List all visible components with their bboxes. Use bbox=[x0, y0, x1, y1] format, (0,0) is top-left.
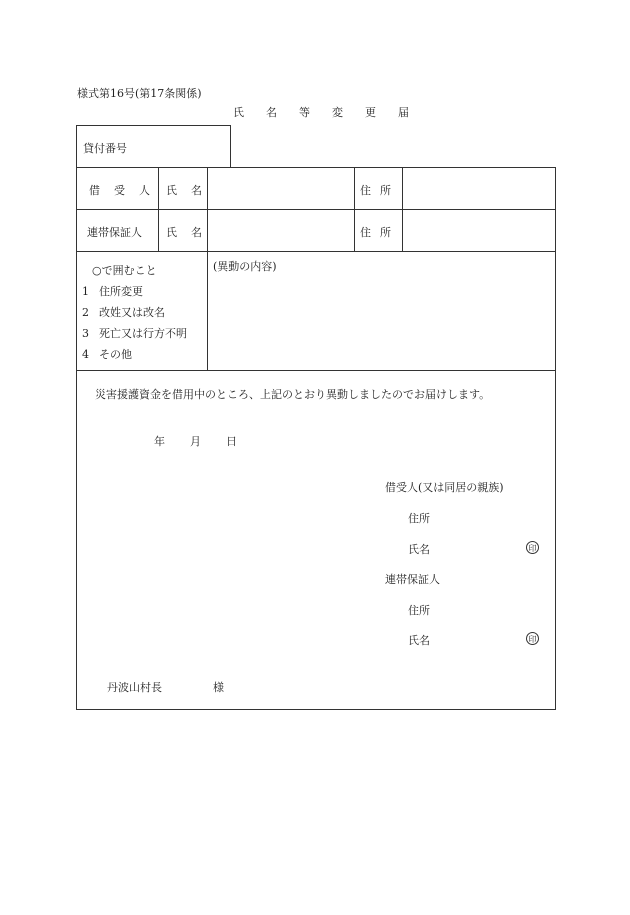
signer-guarantor-address-label: 住所 bbox=[408, 604, 430, 617]
circle-instruction: ○で囲むこと bbox=[92, 264, 157, 277]
option-number: 1 bbox=[82, 285, 89, 298]
guarantor-address-label: 住所 bbox=[360, 226, 400, 239]
change-details-label: (異動の内容) bbox=[213, 260, 277, 273]
signer-borrower-name-label: 氏名 bbox=[408, 543, 430, 556]
seal-icon: 印 bbox=[526, 632, 539, 645]
declaration-text: 災害援護資金を借用中のところ、上記のとおり異動しましたのでお届けします。 bbox=[95, 388, 491, 401]
option-label: その他 bbox=[99, 348, 132, 361]
signer-guarantor-label: 連帯保証人 bbox=[385, 573, 440, 586]
change-details-field[interactable] bbox=[210, 275, 553, 367]
guarantor-name-label: 氏名 bbox=[166, 226, 216, 239]
option-label: 死亡又は行方不明 bbox=[99, 327, 187, 340]
signer-borrower-label: 借受人(又は同居の親族) bbox=[385, 481, 504, 494]
date-month: 月 bbox=[190, 435, 201, 448]
date-year: 年 bbox=[154, 435, 165, 448]
borrower-name-label: 氏名 bbox=[166, 184, 216, 197]
option-label: 住所変更 bbox=[99, 285, 143, 298]
option-number: 3 bbox=[82, 327, 89, 340]
option-label: 改姓又は改名 bbox=[99, 306, 165, 319]
guarantor-name-field[interactable] bbox=[210, 212, 352, 249]
addressee: 丹波山村長 bbox=[107, 681, 162, 694]
borrower-label: 借受人 bbox=[89, 184, 164, 197]
borrower-address-field[interactable] bbox=[405, 170, 553, 207]
borrower-address-label: 住所 bbox=[360, 184, 400, 197]
date-day: 日 bbox=[226, 435, 237, 448]
signer-borrower-address-label: 住所 bbox=[408, 512, 430, 525]
seal-icon: 印 bbox=[526, 541, 539, 554]
option-item[interactable] bbox=[82, 283, 143, 299]
option-item[interactable] bbox=[82, 346, 132, 362]
loan-number-label: 貸付番号 bbox=[83, 142, 127, 155]
option-number: 4 bbox=[82, 348, 89, 361]
signer-guarantor-name-label: 氏名 bbox=[408, 634, 430, 647]
guarantor-address-field[interactable] bbox=[405, 212, 553, 249]
option-item[interactable] bbox=[82, 304, 165, 320]
form-number: 様式第16号(第17条関係) bbox=[77, 87, 202, 100]
form-title: 氏名等変更届 bbox=[233, 106, 431, 119]
honorific: 様 bbox=[213, 681, 224, 694]
option-number: 2 bbox=[82, 306, 89, 319]
borrower-name-field[interactable] bbox=[210, 170, 352, 207]
option-item[interactable] bbox=[82, 325, 187, 341]
guarantor-label: 連帯保証人 bbox=[87, 226, 142, 239]
